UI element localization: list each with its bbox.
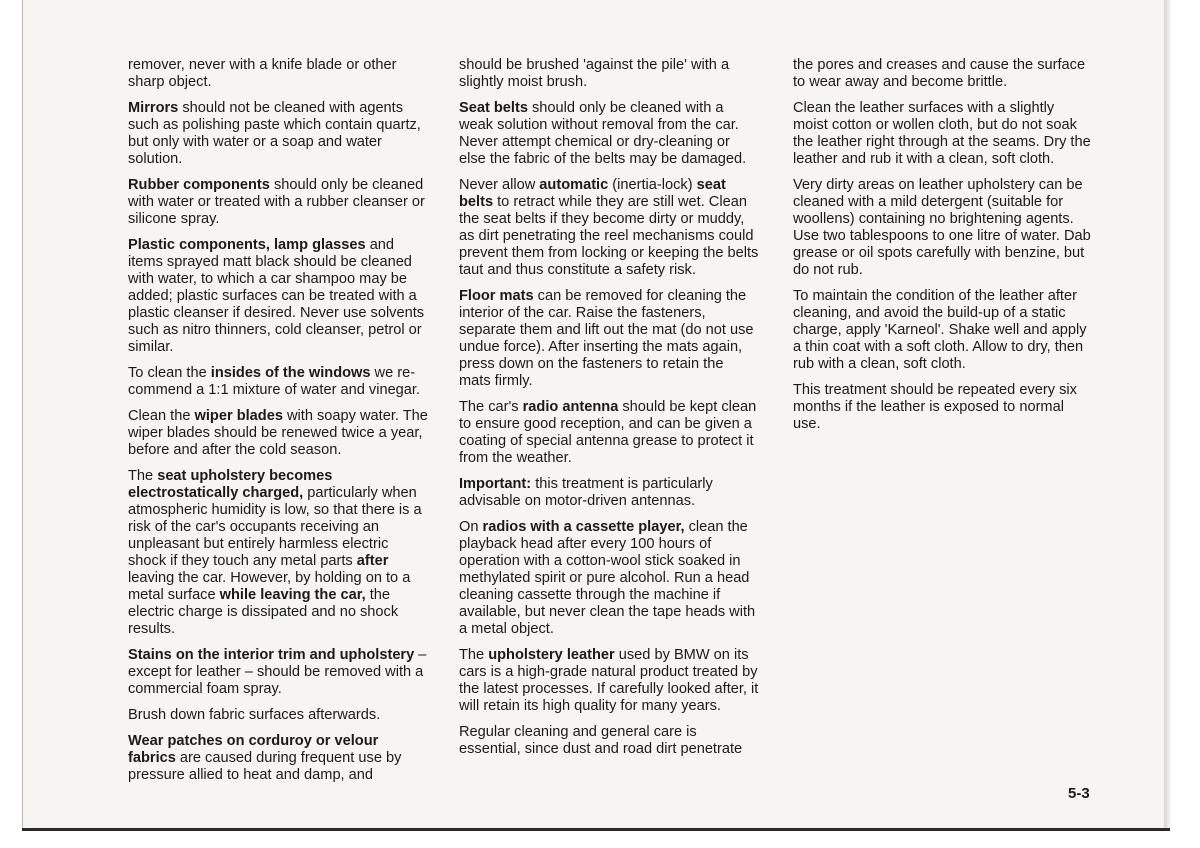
paragraph: [793, 100, 1093, 168]
text-run: we re-commend a 1:1 mixture of water and vinegar.: [128, 365, 421, 398]
bold-term: Plastic components, lamp glasses: [128, 237, 366, 253]
text-run: the electric charge is dissipated and no shock results.: [128, 587, 399, 637]
bold-term: seat belts: [459, 177, 726, 210]
paragraph: [459, 100, 759, 168]
bold-term: Stains on the interior trim and upholstery: [128, 647, 415, 663]
text-run: with soapy water. The wiper blades should be renewed twice a year, before and after the cold season.: [128, 408, 428, 458]
bold-term: Wear patches on corduroy or velour fabrics: [128, 733, 379, 766]
bold-term: seat upholstery becomes electrostatically charged,: [128, 468, 333, 501]
text-run: Brush down fabric surfaces afterwards.: [128, 707, 381, 723]
text-run: Clean the: [128, 408, 195, 424]
bold-term: Mirrors: [128, 100, 179, 116]
text-run: are caused during frequent use by pressure allied to heat and damp, and: [128, 750, 402, 783]
paragraph: [128, 468, 428, 638]
text-run: (inertia-lock): [608, 177, 697, 193]
text-run: can be removed for cleaning the interior of the car. Raise the fasteners, separate them and lift out the mat (do not use undue force). After inserting the mats again, press down on the fasteners to retain the mats firmly.: [459, 288, 754, 389]
bold-term: radio antenna: [522, 399, 619, 415]
text-run: This treatment should be repeated every six months if the leather is exposed to normal use.: [793, 382, 1077, 432]
text-run: Clean the leather surfaces with a slightly moist cotton or wollen cloth, but do not soak the leather right through at the seams. Dry the leather and rub it with a clean, soft cloth.: [793, 100, 1091, 167]
text-run: The car's: [459, 399, 523, 415]
text-run: and items sprayed matt black should be cleaned with water, to which a car shampoo may be added; plastic surfaces can be treated with a plastic cleanser if desired. Never use solvents such as nitro thinners, cold cleanser, petrol or similar.: [128, 237, 425, 355]
manual-page: [22, 0, 1170, 828]
text-run: Never allow: [459, 177, 540, 193]
paragraph: [128, 733, 428, 784]
bold-term: Rubber components: [128, 177, 270, 193]
text-column-2: [459, 57, 759, 767]
text-column-1: [128, 57, 428, 793]
page-edge-shadow: [1164, 0, 1172, 828]
bold-term: wiper blades: [194, 408, 283, 424]
paragraph: [128, 237, 428, 356]
text-run: used by BMW on its cars is a high-grade natural product treated by the latest processes. If carefully looked after, it will retain its high quality for many years.: [459, 647, 759, 714]
text-run: particularly when atmospheric humidity is low, so that there is a risk of the car's occupants receiving an unpleasant but entirely harmless electric shock if they touch any metal parts: [128, 485, 422, 569]
text-run: To clean the: [128, 365, 211, 381]
paragraph: [459, 476, 759, 510]
paragraph: [793, 57, 1093, 91]
text-run: should only be cleaned with a weak solution without removal from the car. Never attempt chemical or dry-cleaning or else the fabric of the belts may be damaged.: [459, 100, 747, 167]
bold-term: while leaving the car,: [219, 587, 366, 603]
paragraph: [793, 382, 1093, 433]
text-run: leaving the car. However, by holding on to a metal surface: [128, 570, 411, 603]
bold-term: Seat belts: [459, 100, 528, 116]
bold-term: Floor mats: [459, 288, 534, 304]
paragraph: [128, 57, 428, 91]
text-run: – except for leather – should be removed with a commercial foam spray.: [128, 647, 427, 697]
text-run: Very dirty areas on leather upholstery can be cleaned with a mild detergent (suitable for woollens) containing no brightening agents. Use two tablespoons to one litre of water. Dab grease or oil spots carefully with benzine, but do not rub.: [793, 177, 1091, 278]
bold-term: upholstery leather: [488, 647, 615, 663]
text-run: The: [128, 468, 158, 484]
text-run: the pores and creases and cause the surface to wear away and become brittle.: [793, 57, 1086, 90]
text-run: clean the playback head after every 100 hours of operation with a cotton-wool stick soaked in methylated spirit or pure alcohol. Run a head cleaning cassette through the machine if available, but never clean the tape heads with a metal object.: [459, 519, 756, 637]
text-run: The: [459, 647, 489, 663]
bold-term: Important:: [459, 476, 532, 492]
paragraph: [459, 57, 759, 91]
text-run: should be kept clean to ensure good reception, and can be given a coating of special antenna grease to protect it from the weather.: [459, 399, 757, 466]
bold-term: radios with a cassette player,: [482, 519, 685, 535]
text-run: should only be cleaned with water or treated with a rubber cleanser or silicone spray.: [128, 177, 425, 227]
text-run: this treatment is particularly advisable on motor-driven antennas.: [459, 476, 713, 509]
paragraph: [128, 365, 428, 399]
text-run: to retract while they are still wet. Clean the seat belts if they become dirty or muddy, as dirt penetrating the reel mechanisms could prevent them from locking or keeping the belts taut and thus constitute a safety risk.: [459, 194, 759, 278]
bold-term: after: [356, 553, 389, 569]
paragraph: [459, 724, 759, 758]
bold-term: automatic: [539, 177, 609, 193]
paragraph: [793, 177, 1093, 279]
paragraph: [793, 288, 1093, 373]
bold-term: insides of the windows: [210, 365, 371, 381]
text-column-3: [793, 57, 1093, 442]
paragraph: [459, 288, 759, 390]
text-run: On: [459, 519, 483, 535]
paragraph: [459, 519, 759, 638]
text-run: To maintain the condition of the leather after cleaning, and avoid the build-up of a static charge, apply 'Karneol'. Shake well and apply a thin coat with a soft cloth. Allow to dry, then rub with a clean, soft cloth.: [793, 288, 1087, 372]
text-run: remover, never with a knife blade or other sharp object.: [128, 57, 397, 90]
paragraph: [459, 647, 759, 715]
paragraph: [459, 177, 759, 279]
paragraph: [128, 408, 428, 459]
paragraph: [128, 100, 428, 168]
paragraph: [128, 707, 428, 724]
page-number: 5-3: [1068, 785, 1090, 802]
text-run: should be brushed 'against the pile' with a slightly moist brush.: [459, 57, 730, 90]
paragraph: [128, 647, 428, 698]
text-run: Regular cleaning and general care is essential, since dust and road dirt penetrate: [459, 724, 743, 757]
paragraph: [128, 177, 428, 228]
paragraph: [459, 399, 759, 467]
text-run: should not be cleaned with agents such as polishing paste which contain quartz, but only with water or a soap and water solution.: [128, 100, 421, 167]
